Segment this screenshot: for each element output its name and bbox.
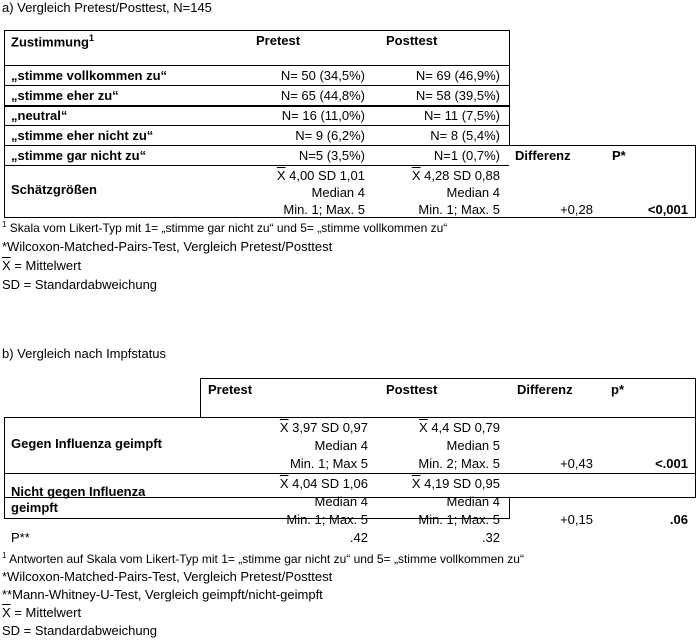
- estimates-label: Schätzgrößen: [11, 182, 97, 197]
- row-label: Gegen Influenza geimpft: [11, 436, 162, 451]
- difference-value: +0,43: [560, 456, 593, 471]
- row-label-line1: Nicht gegen Influenza: [11, 484, 146, 499]
- pretest-minmax: Min. 1; Max. 5: [286, 512, 368, 527]
- header-zustimmung: Zustimmung$^1$: [11, 33, 95, 50]
- table-b-divider: [4, 417, 696, 418]
- header-posttest: Posttest: [386, 33, 438, 48]
- pretest-minmax: Min. 1; Max. 5: [283, 202, 365, 217]
- mean-symbol: $\overline{X}$: [2, 605, 11, 620]
- p-row-posttest: .32: [481, 530, 500, 545]
- mean-symbol: $\overline{X}$: [411, 168, 421, 183]
- header-posttest: Posttest: [386, 382, 438, 397]
- mean-symbol: $\overline{X}$: [419, 420, 428, 435]
- pretest-mean: $\overline{X}$ 4,04 SD 1,06: [279, 476, 368, 491]
- row-pretest: N= 50 (34,5%): [280, 68, 365, 83]
- posttest-median: Median 4: [446, 494, 500, 509]
- p-value: <0,001: [647, 202, 688, 217]
- table-a-divider: [4, 85, 509, 86]
- header-differenz: Differenz: [515, 148, 571, 163]
- row-pretest: N= 9 (6,2%): [295, 128, 365, 143]
- posttest-mean: $\overline{X}$ 4,28 SD 0,88: [411, 168, 500, 183]
- header-pretest: Pretest: [208, 382, 253, 397]
- row-pretest: N= 16 (11,0%): [281, 108, 365, 123]
- row-label: „neutral“: [11, 108, 68, 123]
- table-a-divider: [4, 165, 509, 166]
- p-row-pretest: .42: [349, 530, 368, 545]
- header-p: P*: [612, 148, 626, 163]
- table-a-divider: [4, 125, 509, 126]
- table-b-header-left-border: [200, 378, 201, 418]
- table-b-top-border: [200, 378, 696, 379]
- difference-value: +0,28: [560, 202, 593, 217]
- footnote-mean: $\overline{X}$ = Mittelwert: [2, 258, 82, 273]
- posttest-minmax: Min. 1; Max. 5: [418, 512, 500, 527]
- posttest-mean: $\overline{X}$ 4,4 SD 0,79: [419, 420, 500, 435]
- row-label: „stimme eher zu“: [11, 88, 119, 103]
- section-a-title: a) Vergleich Pretest/Posttest, N=145: [2, 0, 212, 15]
- table-a-right-border-lower: [695, 145, 696, 218]
- table-a-divider: [4, 65, 509, 66]
- table-a-top-border: [4, 30, 509, 31]
- row-posttest: N= 69 (46,9%): [415, 68, 500, 83]
- row-label: „stimme eher nicht zu“: [11, 128, 154, 143]
- table-b-p-row-right-border: [509, 497, 510, 519]
- pretest-mean: $\overline{X}$ 3,97 SD 0,97: [279, 420, 368, 435]
- table-a-divider: [4, 105, 509, 107]
- table-a-right-border-upper: [509, 30, 510, 146]
- row-pretest: N= 65 (44,8%): [280, 88, 365, 103]
- footnote-mean: $\overline{X}$ = Mittelwert: [2, 605, 82, 620]
- footnote-scale: $^1$ Skala vom Likert-Typ mit 1= „stimme gar nicht zu“ und 5= „stimme vollkommen zu“: [2, 220, 448, 235]
- row-label: „stimme vollkommen zu“: [11, 68, 168, 83]
- table-b-left-border: [4, 417, 5, 519]
- posttest-median: Median 5: [446, 438, 500, 453]
- posttest-median: Median 4: [446, 185, 500, 200]
- mean-symbol: $\overline{X}$: [276, 168, 286, 183]
- footnote-sd: SD = Standardabweichung: [2, 623, 158, 638]
- p-value: .06: [669, 512, 688, 527]
- row-posttest: N= 11 (7,5%): [424, 108, 500, 123]
- pretest-median: Median 4: [311, 185, 365, 200]
- posttest-minmax: Min. 2; Max. 5: [418, 456, 500, 471]
- header-p: p*: [611, 382, 624, 397]
- footnote-wilcoxon: *Wilcoxon-Matched-Pairs-Test, Vergleich Pretest/Posttest: [2, 239, 333, 254]
- pretest-mean: $\overline{X}$ 4,00 SD 1,01: [276, 168, 365, 183]
- posttest-mean: $\overline{X}$ 4,19 SD 0,95: [411, 476, 500, 491]
- footnote-wilcoxon: *Wilcoxon-Matched-Pairs-Test, Vergleich Pretest/Posttest: [2, 569, 333, 584]
- header-pretest: Pretest: [256, 33, 301, 48]
- row-posttest: N= 58 (39,5%): [415, 88, 500, 103]
- header-differenz: Differenz: [517, 382, 573, 397]
- p-row-label: P**: [11, 530, 30, 545]
- table-a-left-border: [4, 30, 5, 218]
- table-a-divider: [4, 145, 696, 146]
- mean-symbol: $\overline{X}$: [279, 420, 289, 435]
- pretest-median: Median 4: [314, 494, 368, 509]
- row-posttest: N=1 (0,7%): [433, 148, 500, 163]
- footnote-scale: $^1$ Antworten auf Skala vom Likert-Typ mit 1= „stimme gar nicht zu“ und 5= „stimme vollkommen zu“: [2, 551, 524, 566]
- difference-value: +0,15: [560, 512, 593, 527]
- posttest-minmax: Min. 1; Max. 5: [418, 202, 500, 217]
- row-pretest: N=5 (3,5%): [298, 148, 365, 163]
- row-label: „stimme gar nicht zu“: [11, 148, 147, 163]
- pretest-minmax: Min. 1; Max 5: [289, 456, 368, 471]
- row-label-line2: geimpft: [11, 500, 58, 515]
- table-b-divider: [4, 473, 696, 474]
- p-value: <.001: [655, 456, 688, 471]
- mean-symbol: $\overline{X}$: [411, 476, 421, 491]
- pretest-median: Median 4: [314, 438, 368, 453]
- table-b-right-border: [695, 378, 696, 498]
- table-a-bottom-border: [4, 217, 696, 218]
- row-posttest: N= 8 (5,4%): [430, 128, 500, 143]
- mean-symbol: $\overline{X}$: [279, 476, 289, 491]
- mean-symbol: $\overline{X}$: [2, 258, 11, 273]
- section-b-title: b) Vergleich nach Impfstatus: [2, 346, 167, 361]
- footnote-sd: SD = Standardabweichung: [2, 277, 158, 292]
- footnote-mann-whitney: **Mann-Whitney-U-Test, Vergleich geimpft/nicht-geimpft: [2, 587, 323, 602]
